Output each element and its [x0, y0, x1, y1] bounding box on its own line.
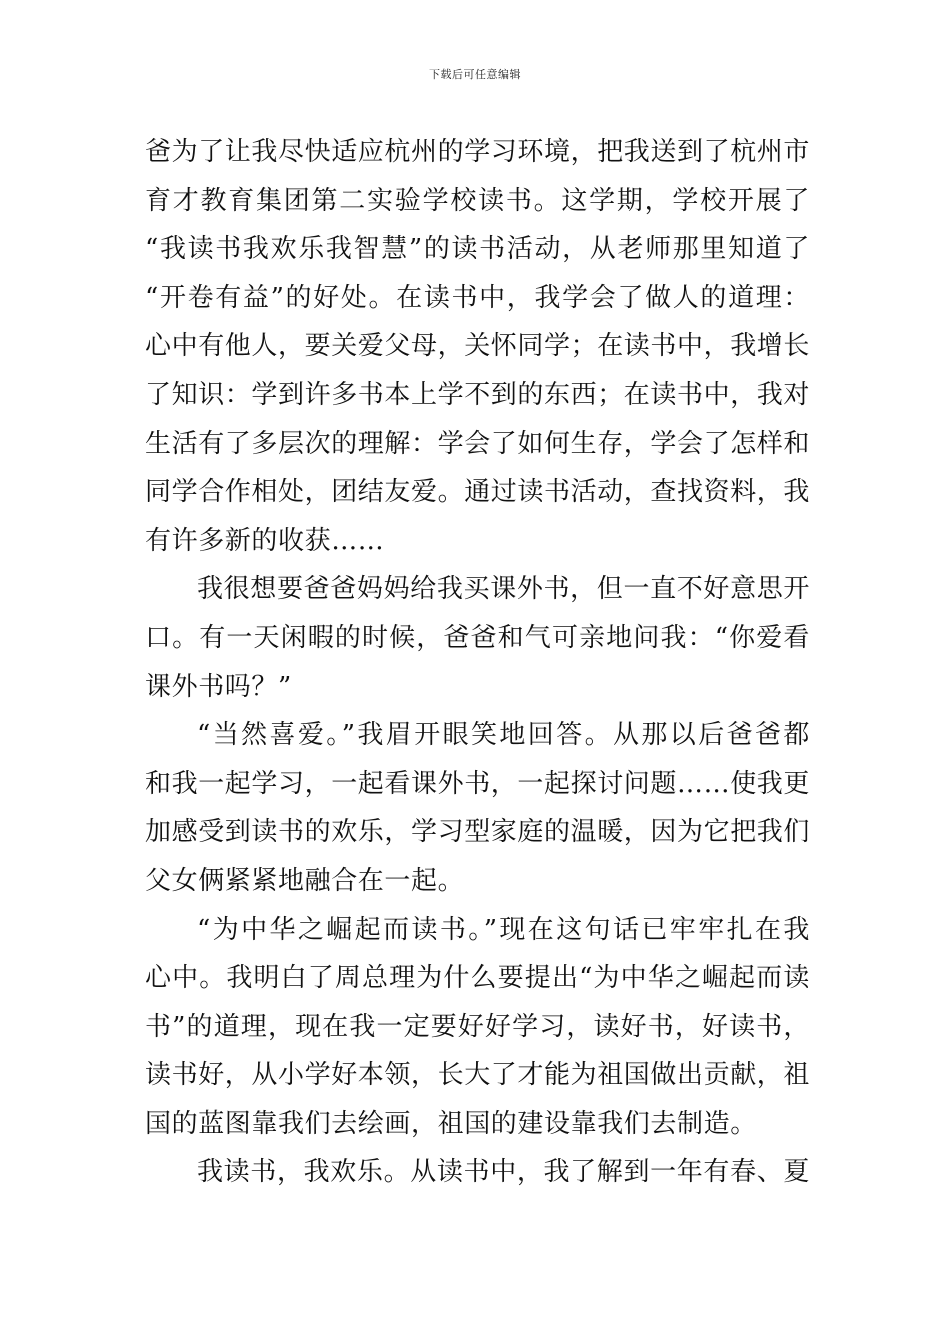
text-line: 加感受到读书的欢乐，学习型家庭的温暖，因为它把我们 — [145, 817, 811, 848]
text-line: 父女俩紧紧地融合在一起。 — [145, 865, 465, 896]
text-line: 和我一起学习，一起看课外书，一起探讨问题……使我更 — [145, 768, 811, 799]
header-note: 下载后可任意编辑 — [429, 68, 521, 81]
text-line: 同学合作相处，团结友爱。通过读书活动，查找资料，我 — [145, 477, 811, 508]
text-line: “开卷有益”的好处。在读书中，我学会了做人的道理： — [145, 282, 810, 313]
text-line: 我读书，我欢乐。从读书中，我了解到一年有春、夏 — [197, 1157, 810, 1188]
text-line: “当然喜爱。”我眉开眼笑地回答。从那以后爸爸都 — [197, 720, 810, 751]
text-line: 育才教育集团第二实验学校读书。这学期，学校开展了 — [145, 185, 810, 216]
text-line: 读书好，从小学好本领，长大了才能为祖国做出贡献，祖 — [145, 1060, 811, 1091]
text-line: 国的蓝图靠我们去绘画，祖国的建设靠我们去制造。 — [145, 1108, 757, 1139]
text-line: 爸为了让我尽快适应杭州的学习环境，把我送到了杭州市 — [145, 137, 811, 167]
text-line: “为中华之崛起而读书。”现在这句话已牢牢扎在我 — [197, 914, 810, 945]
text-line: 口。有一天闲暇的时候，爸爸和气可亲地问我：“你爱看 — [145, 622, 810, 653]
text-line: 我很想要爸爸妈妈给我买课外书，但一直不好意思开 — [197, 574, 810, 605]
text-line: 有许多新的收获…… — [145, 525, 385, 556]
text-line: 书”的道理，现在我一定要好好学习，读好书，好读书， — [145, 1011, 810, 1042]
text-line: “我读书我欢乐我智慧”的读书活动，从老师那里知道了 — [145, 234, 810, 265]
text-line: 心中有他人，要关爱父母，关怀同学；在读书中，我增长 — [145, 331, 811, 362]
text-line: 心中。我明白了周总理为什么要提出“为中华之崛起而读 — [145, 963, 810, 994]
text-line: 课外书吗？” — [145, 671, 292, 702]
text-line: 了知识：学到许多书本上学不到的东西；在读书中，我对 — [145, 379, 811, 410]
document-body — [145, 128, 810, 1197]
text-line: 生活有了多层次的理解：学会了如何生存，学会了怎样和 — [145, 428, 811, 459]
